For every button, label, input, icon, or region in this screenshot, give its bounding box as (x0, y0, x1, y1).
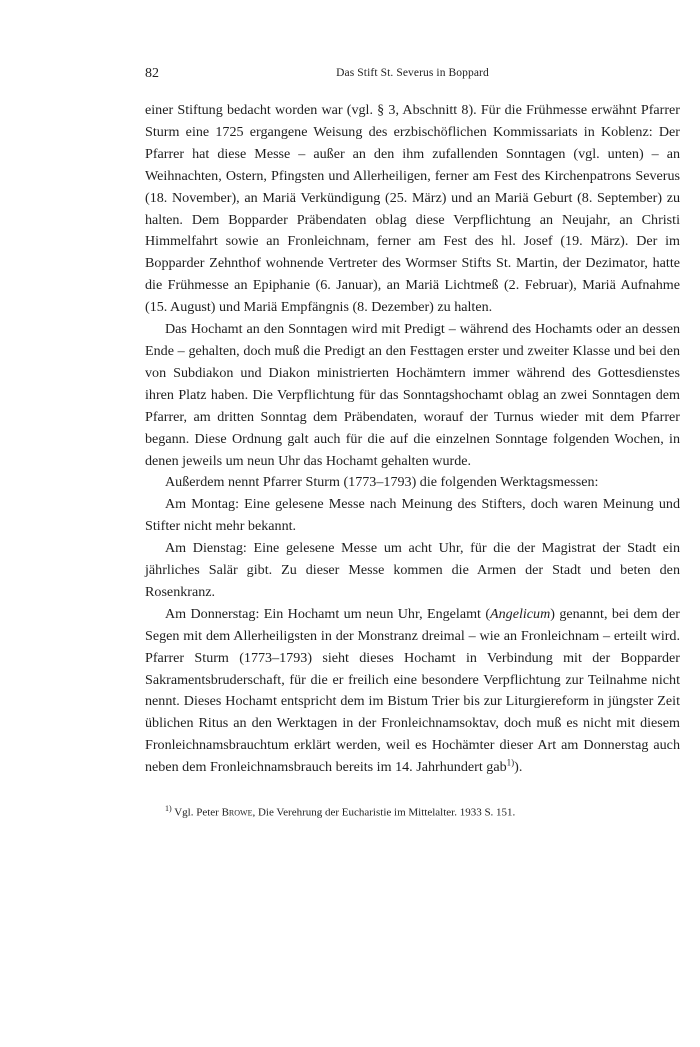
footnote-marker-paren: ) (169, 804, 172, 814)
paragraph-1: einer Stiftung bedacht worden war (vgl. § 3, Abschnitt 8). Für die Frühmesse erwähnt Pfarrer Sturm eine 1725 ergangene Weisung des erzbischöflichen Kommissariats in Koblenz: Der Pfarrer hat diese Messe – außer an den ihm zufallenden Sonntagen (vgl. unten) – an Weihnachten, Ostern, Pfingsten und Allerheiligen, ferner am Fest des Kirchenpatrons Severus (18. November), an Mariä Verkündigung (25. März) und an Mariä Geburt (8. September) zu halten. Dem Bopparder Präbendaten oblag diese Verpflichtung an Neujahr, an Christi Himmelfahrt sowie an Fronleichnam, ferner am Fest des hl. Josef (19. März). Der im Bopparder Zehnthof wohnende Vertreter des Wormser Stifts St. Martin, der Dezimator, hatte die Frühmesse an Epiphanie (6. Januar), an Mariä Lichtmeß (2. Februar), Mariä Aufnahme (15. August) und Mariä Empfängnis (8. Dezember) zu halten. (145, 102, 680, 316)
footnote-reference: 1) (506, 757, 515, 768)
book-page (145, 66, 680, 821)
footnote-marker (165, 804, 172, 813)
paragraph-4: Am Montag: Eine gelesene Messe nach Meinung des Stifters, doch waren Meinung und Stifter nicht mehr bekannt. (145, 496, 680, 535)
footnote-prefix: Vgl. Peter (174, 806, 222, 819)
italic-term: Angelicum (490, 605, 551, 622)
footnote-author: Browe (221, 806, 253, 819)
footnote-citation: , Die Verehrung der Eucharistie im Mittelalter. 1933 S. 151. (252, 806, 516, 819)
body-text (145, 100, 680, 779)
paragraph-6-part-1: Am Donnerstag: Ein Hochamt um neun Uhr, Engelamt ( (165, 605, 491, 622)
footnote-reference-number: 1 (506, 757, 512, 768)
paragraph-6 (145, 604, 680, 779)
paragraph-5: Am Dienstag: Eine gelesene Messe um acht Uhr, für die der Magistrat der Stadt ein jährliches Salär gibt. Zu dieser Messe kommen die Armen der Stadt und beten den Rosenkranz. (145, 540, 680, 600)
paragraph-6-part-2: ) genannt, bei dem der Segen mit dem Allerheiligsten in der Monstranz dreimal – wie an Fronleichnam – erteilt wird. Pfarrer Sturm (1773–1793) sieht dieses Hochamt in Verbindung mit der Bopparder Sakramentsbruderschaft, für die er freilich eine besondere Verpflichtung zur Teilnahme nicht nennt. Dieses Hochamt entspricht dem im Bistum Trier bis zur Liturgiereform in jüngster Zeit üblichen Ritus an den Werktagen in der Fronleichnamsoktav, doch muß es nicht mit diesem Fronleichnamsbrauchtum erklärt werden, weil es Hochämter dieser Art am Donnerstag auch neben dem Fronleichnamsbrauch bereits im 14. Jahrhundert gab (145, 605, 680, 776)
paragraph-6-end: ). (514, 759, 523, 776)
paragraph-2: Das Hochamt an den Sonntagen wird mit Predigt – während des Hochamts oder an dessen Ende – gehalten, doch muß die Predigt an den Festtagen erster und zweiter Klasse und bei den von Subdiakon und Diakon ministrierten Hochämtern immer während des Gottesdienstes ihren Platz haben. Die Verpflichtung für das Sonntagshochamt oblag an zwei Sonntagen dem Pfarrer, am dritten Sonntag dem Präbendaten, worauf der Turnus wieder mit dem Pfarrer begann. Diese Ordnung galt auch für die auf die einzelnen Sonntage folgenden Wochen, in denen jeweils um neun Uhr das Hochamt gehalten wurde. (145, 321, 680, 469)
footnote (145, 801, 680, 821)
paragraph-3: Außerdem nennt Pfarrer Sturm (1773–1793) die folgenden Werktagsmessen: (165, 474, 599, 491)
footnote-marker-number: 1 (165, 804, 169, 814)
running-head: Das Stift St. Severus in Boppard (336, 67, 489, 79)
page-number: 82 (145, 66, 159, 81)
page-header (145, 66, 680, 88)
